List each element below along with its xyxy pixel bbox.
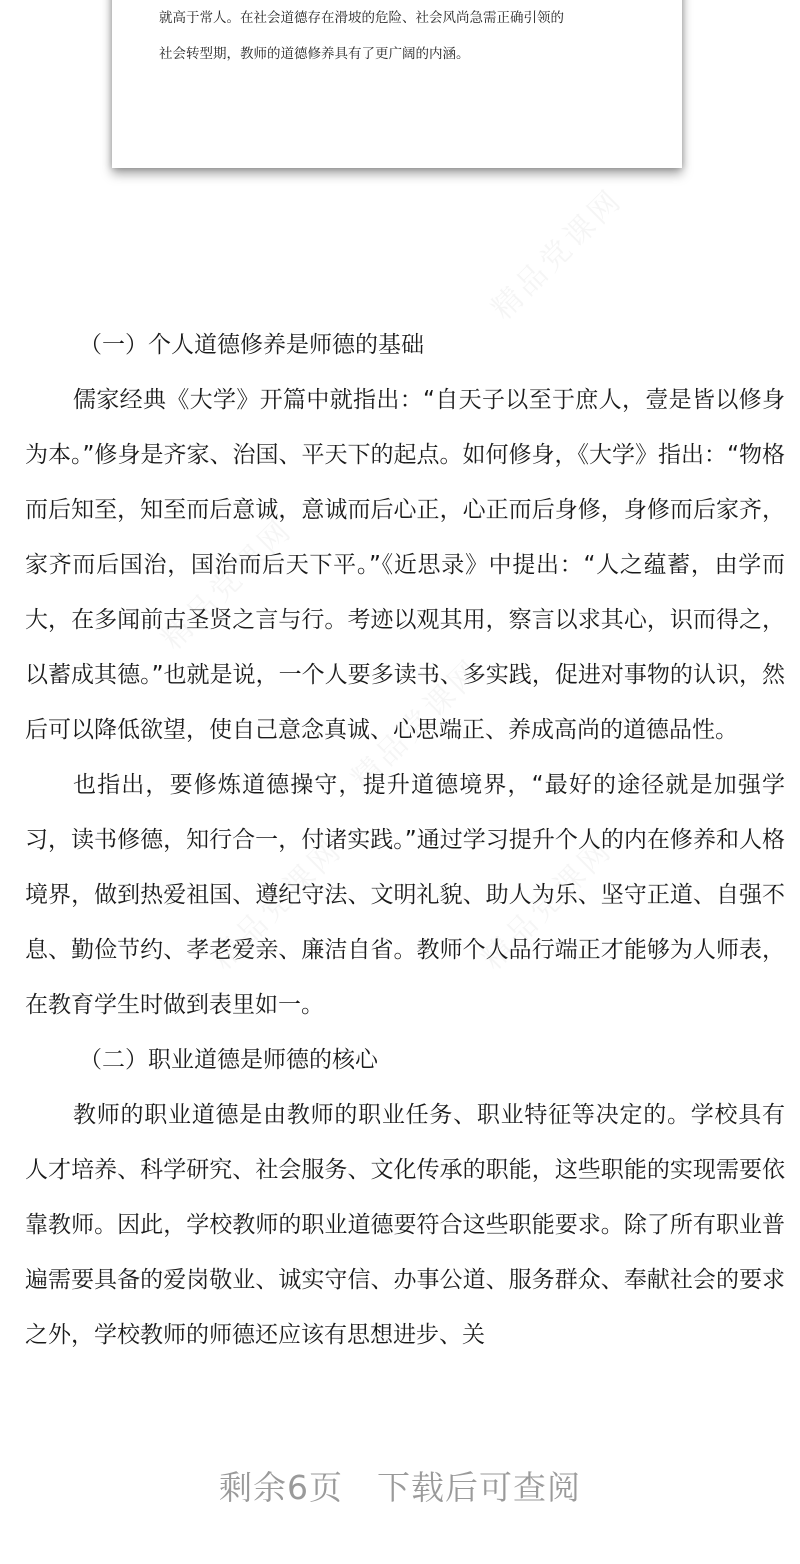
previous-page-line-2: 社会转型期，教师的道德修养具有了更广阔的内涵。	[159, 46, 470, 62]
watermark: 精品党课网	[204, 831, 350, 977]
section-2-paragraph-1: 教师的职业道德是由教师的职业任务、职业特征等决定的。学校具有人才培养、科学研究、社会服务、文化传承的职能，这些职能的实现需要依靠教师。因此，学校教师的职业道德要符合这些职能要求。除了所有职业普遍需要具备的爱岗敬业、诚实守信、办事公道、服务群众、奉献社会的要求之外，学校教师的师德还应该有思想进步、关	[25, 1102, 785, 1348]
watermark: 精品党课网	[154, 511, 300, 657]
previous-page-card	[112, 0, 682, 168]
document-body	[25, 318, 785, 1363]
download-prompt[interactable]	[0, 1462, 800, 1509]
watermark: 精品党课网	[484, 181, 630, 327]
watermark: 精品党课网	[344, 651, 490, 797]
remaining-pages-label[interactable]: 剩余6页	[219, 1468, 343, 1507]
watermark: 精品党课网	[474, 831, 620, 977]
section-heading-1: （一）个人道德修养是师德的基础	[79, 332, 424, 358]
section-1-paragraph-1: 儒家经典《大学》开篇中就指出：“自天子以至于庶人，壹是皆以修身为本。”修身是齐家、治国、平天下的起点。如何修身，《大学》指出：“物格而后知至，知至而后意诚，意诚而后心正，心正而后身修，身修而后家齐，家齐而后国治，国治而后天下平。”《近思录》中提出：“人之蕴蓄，由学而大，在多闻前古圣贤之言与行。考迹以观其用，察言以求其心，识而得之，以蓄成其德。”也就是说，一个人要多读书、多实践，促进对事物的认识，然后可以降低欲望，使自己意念真诚、心思端正、养成高尚的道德品性。	[25, 387, 785, 743]
download-to-view-label[interactable]: 下载后可查阅	[377, 1468, 581, 1507]
section-1-paragraph-2: 也指出，要修炼道德操守，提升道德境界，“最好的途径就是加强学习，读书修德，知行合一，付诸实践。”通过学习提升个人的内在修养和人格境界，做到热爱祖国、遵纪守法、文明礼貌、助人为乐、坚守正道、自强不息、勤俭节约、孝老爱亲、廉洁自省。教师个人品行端正才能够为人师表，在教育学生时做到表里如一。	[25, 772, 785, 1018]
section-heading-2: （二）职业道德是师德的核心	[79, 1047, 378, 1073]
previous-page-line-1: 就高于常人。在社会道德存在滑坡的危险、社会风尚急需正确引领的	[159, 10, 564, 26]
